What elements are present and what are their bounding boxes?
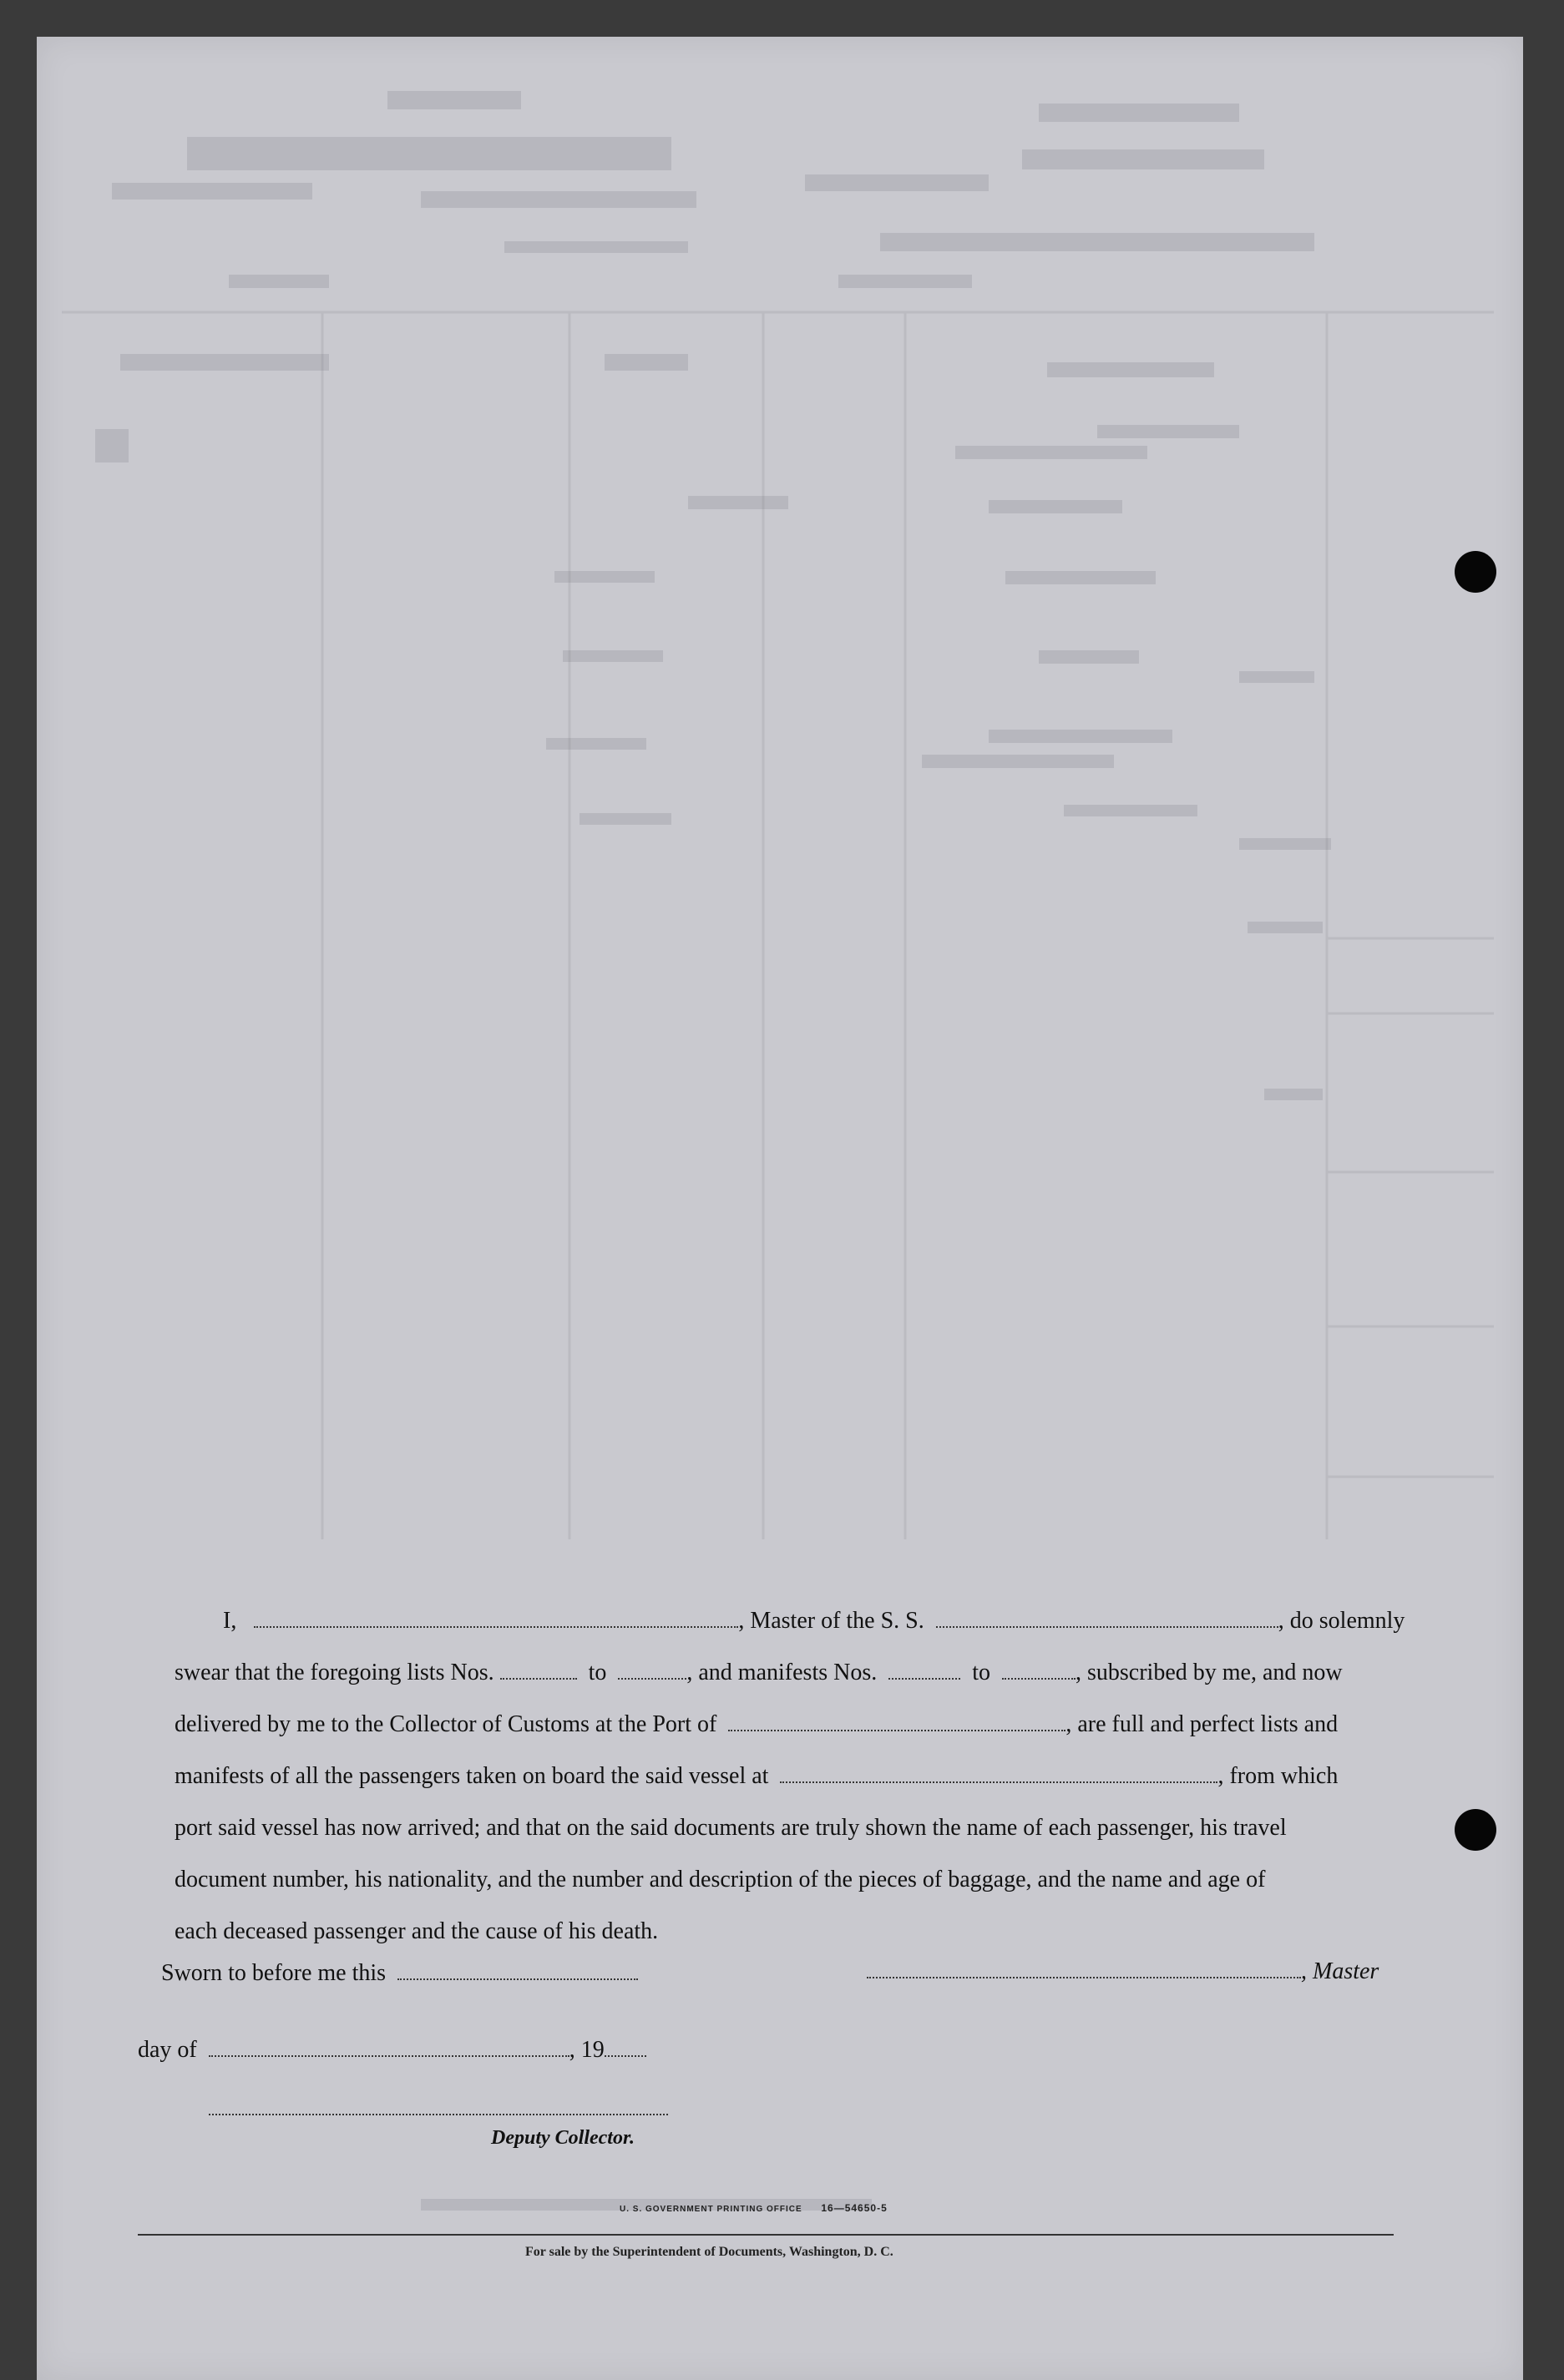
printer-label: U. S. GOVERNMENT PRINTING OFFICE [620, 2205, 802, 2214]
binder-hole-top [1455, 551, 1496, 593]
deputy-collector-label: Deputy Collector. [491, 2127, 635, 2149]
deputy-signature-line [209, 2109, 668, 2115]
deputy-signature-blank[interactable] [209, 2109, 668, 2115]
vessel-name-blank[interactable] [936, 1608, 1278, 1628]
oath-line-2 [175, 1647, 1433, 1699]
oath-text-to: to [588, 1660, 607, 1685]
binder-hole-bottom [1455, 1809, 1496, 1851]
oath-text-subscribed: , subscribed by me, and now [1076, 1660, 1343, 1685]
printer-imprint [620, 2202, 888, 2214]
sale-notice: For sale by the Superintendent of Documents, Washington, D. C. [525, 2245, 893, 2259]
oath-text-line-7: each deceased passenger and the cause of his death. [175, 1918, 659, 1944]
sworn-line [161, 1960, 638, 1987]
oath-text-master-of-ss: , Master of the S. S. [738, 1608, 924, 1634]
oath-text-port-of: delivered by me to the Collector of Customs at the Port of [175, 1711, 717, 1737]
oath-text-to-2: to [972, 1660, 991, 1685]
oath-text-line-6: document number, his nationality, and the number and description of the pieces of baggage, and the name and age of [175, 1867, 1266, 1892]
oath-text-manifests-nos: , and manifests Nos. [686, 1660, 878, 1685]
manifest-sheet [37, 37, 1523, 2380]
master-label: , Master [1301, 1958, 1379, 1984]
year-label: , 19 [569, 2037, 605, 2063]
form-number: 16—54650-5 [821, 2202, 888, 2214]
oath-line-4 [175, 1751, 1433, 1802]
oath-text-lists-nos: swear that the foregoing lists Nos. [175, 1660, 494, 1685]
manifests-from-blank[interactable] [888, 1660, 960, 1680]
oath-text-full-and-perfect: , are full and perfect lists and [1065, 1711, 1339, 1737]
port-of-arrival-blank[interactable] [728, 1711, 1065, 1731]
oath-line-1 [175, 1595, 1433, 1647]
oath-line-3 [175, 1699, 1433, 1751]
port-of-departure-blank[interactable] [780, 1763, 1217, 1783]
sworn-date-blank[interactable] [397, 1960, 638, 1980]
year-blank[interactable] [605, 2037, 646, 2057]
day-of-label: day of [138, 2037, 197, 2063]
master-name-blank[interactable] [254, 1608, 738, 1628]
oath-text-line-5: port said vessel has now arrived; and that on the said documents are truly shown the name of each passenger, his travel [175, 1815, 1287, 1841]
oath-text-vessel-at: manifests of all the passengers taken on board the said vessel at [175, 1763, 769, 1789]
lists-to-blank[interactable] [618, 1660, 686, 1680]
oath-text-i: I, [223, 1608, 237, 1634]
master-signature-blank[interactable] [867, 1958, 1301, 1978]
bleed-through-background [37, 37, 1523, 2380]
day-of-line [138, 2037, 646, 2064]
manifests-to-blank[interactable] [1002, 1660, 1076, 1680]
oath-line-5 [175, 1802, 1433, 1854]
oath-line-6 [175, 1854, 1433, 1906]
sworn-label: Sworn to before me this [161, 1960, 387, 1986]
day-of-blank[interactable] [209, 2037, 569, 2057]
footer-rule [138, 2234, 1394, 2236]
oath-text-solemnly: , do solemnly [1278, 1608, 1405, 1634]
master-signature-line [867, 1958, 1379, 1985]
oath-paragraph [175, 1595, 1433, 1958]
oath-line-7 [175, 1906, 1433, 1958]
lists-from-blank[interactable] [500, 1660, 577, 1680]
oath-text-from-which: , from which [1217, 1763, 1339, 1789]
